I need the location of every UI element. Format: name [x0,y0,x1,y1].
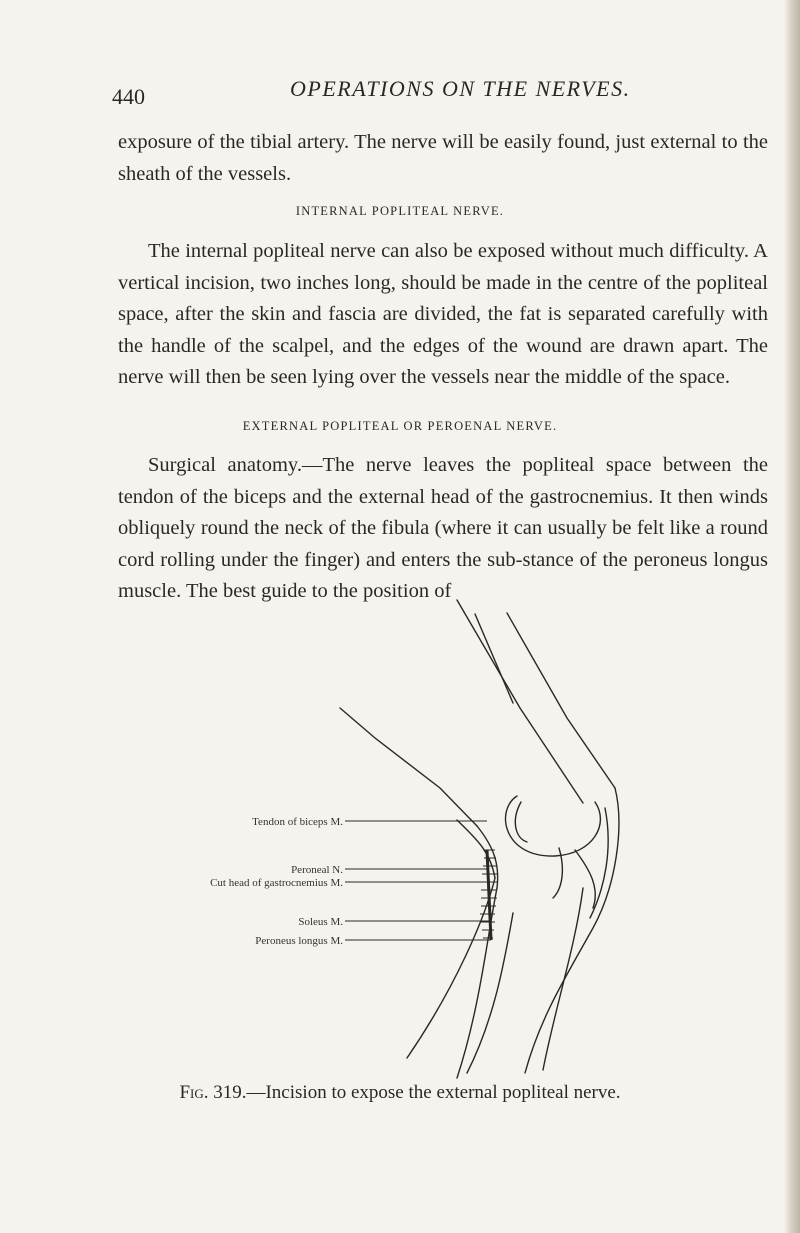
running-head: OPERATIONS ON THE NERVES. [290,76,631,101]
page-number: 440 [112,84,145,109]
paragraph-internal-popliteal: The internal popliteal nerve can also be exposed without much difficulty. A vertical incision, two inches long, should be made in the centre of the popliteal space, after the skin and fascia are divided, the fat is separated carefully with the handle of the scalpel, and the edges of the wound are drawn apart. The nerve will then be seen lying over the vessels near the middle of the space. [118,240,768,388]
intro-paragraph: exposure of the tibial artery. The nerve will be easily found, just external to the sheath of the vessels. [118,131,768,185]
caption-text: —Incision to expose the external popliteal nerve. [246,1082,621,1103]
page-header [112,76,752,110]
label-soleus: Soleus M. [298,916,343,928]
label-peroneus-longus: Peroneus longus M. [255,935,343,947]
section-heading-external-popliteal: EXTERNAL POPLITEAL OR PEROENAL NERVE. [242,419,558,433]
knee-anatomy-figure [195,588,655,1088]
caption-figure-number: Fig. 319. [179,1082,247,1103]
label-leader-lines [345,821,491,940]
label-cut-head-gastrocnemius: Cut head of gastrocnemius M. [210,877,343,889]
paragraph-external-popliteal: Surgical anatomy.—The nerve leaves the popliteal space between the tendon of the biceps and the external head of the gastrocnemius. It then winds obliquely round the neck of the fibula (where it can usually be felt like a round cord rolling under the finger) and enters the sub-stance of the peroneus longus muscle. The best guide to the position of [118,454,768,602]
section-heading-internal-popliteal: INTERNAL POPLITEAL NERVE. [295,204,505,218]
label-peroneal-nerve: Peroneal N. [291,864,343,876]
figure-labels [210,816,343,947]
figure-caption [0,1082,800,1104]
page-edge-shadow [784,0,800,1233]
label-tendon-of-biceps: Tendon of biceps M. [252,816,343,828]
leg-outline-drawing [340,600,619,1078]
